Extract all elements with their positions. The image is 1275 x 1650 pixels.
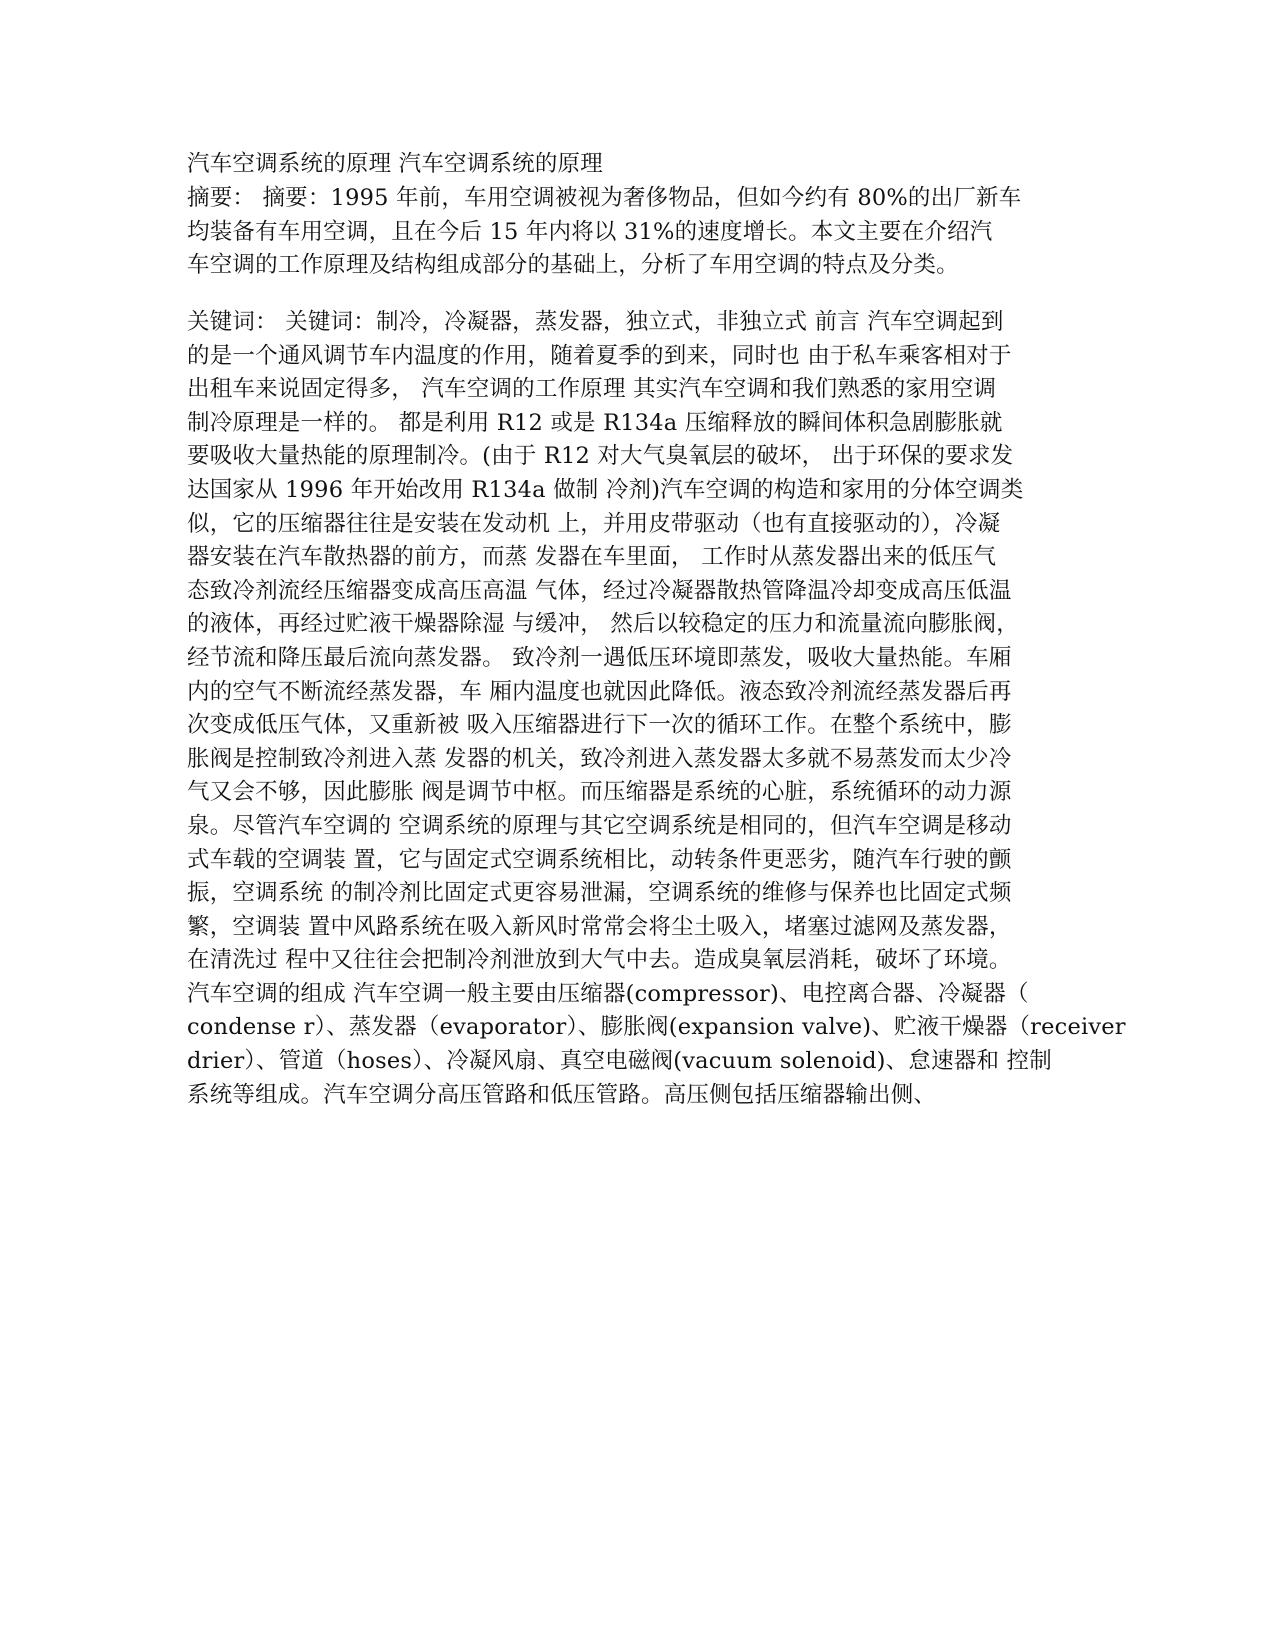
abstract-line: 摘要： 摘要：1995 年前，车用空调被视为奢侈物品，但如今约有 80%的出厂新车 [187,185,1022,211]
body-line: 器安装在汽车散热器的前方，而蒸 发器在车里面， 工作时从蒸发器出来的低压气 [187,544,997,571]
body-line: 制冷原理是一样的。 都是利用 R12 或是 R134a 压缩释放的瞬间体积急剧膨胀就 [187,409,1003,436]
body-line: 态致冷剂流经压缩器变成高压高温 气体，经过冷凝器散热管降温冷却变成高压低温 [187,577,1012,604]
body-line: drier）、管道（hoses）、冷凝风扇、真空电磁阀(vacuum solenoid)、怠速器和 控制 [187,1048,1052,1075]
body-line: 在清洗过 程中又往往会把制冷剂泄放到大气中去。造成臭氧层消耗，破坏了环境。 [187,947,1012,974]
body-paragraph [187,306,1126,1112]
body-line: 达国家从 1996 年开始改用 R134a 做制 冷剂)汽车空调的构造和家用的分体空调类 [187,476,1024,503]
body-line: 的液体，再经过贮液干燥器除湿 与缓冲， 然后以较稳定的压力和流量流向膨胀阀， [187,611,1019,638]
abstract-line: 车空调的工作原理及结构组成部分的基础上，分析了车用空调的特点及分类。 [187,252,959,279]
body-line: 出租车来说固定得多， 汽车空调的工作原理 其实汽车空调和我们熟悉的家用空调 [187,376,997,403]
body-line: 的是一个通风调节车内温度的作用，随着夏季的到来，同时也 由于私车乘客相对于 [187,342,1012,369]
abstract-line: 均装备有车用空调，且在今后 15 年内将以 31%的速度增长。本文主要在介绍汽 [187,218,993,245]
body-line: 经节流和降压最后流向蒸发器。 致冷剂一遇低压环境即蒸发，吸收大量热能。车厢 [187,644,1012,671]
body-line: 式车载的空调装 置，它与固定式空调系统相比，动转条件更恶劣，随汽车行驶的颤 [187,846,1012,873]
body-line: 气又会不够，因此膨胀 阀是调节中枢。而压缩器是系统的心脏，系统循环的动力源 [187,779,1012,806]
body-line: 系统等组成。汽车空调分高压管路和低压管路。高压侧包括压缩器输出侧、 [187,1081,937,1108]
body-line: condense r）、蒸发器（evaporator）、膨胀阀(expansion valve)、贮液干燥器（receiver [187,1014,1126,1041]
body-line: 振，空调系统 的制冷剂比固定式更容易泄漏，空调系统的维修与保养也比固定式频 [187,880,1012,907]
body-line: 汽车空调的组成 汽车空调一般主要由压缩器(compressor)、电控离合器、冷凝器（ [187,980,1029,1007]
body-line: 要吸收大量热能的原理制冷。(由于 R12 对大气臭氧层的破坏， 出于环保的要求发 [187,443,1014,470]
body-line: 关键词： 关键词：制冷，冷凝器，蒸发器，独立式，非独立式 前言 汽车空调起到 [187,309,1004,335]
abstract-paragraph [187,182,1087,283]
body-line: 次变成低压气体，又重新被 吸入压缩器进行下一次的循环工作。在整个系统中，膨 [187,712,1012,739]
title-line: 汽车空调系统的原理 汽车空调系统的原理 [187,151,603,177]
body-line: 泉。尽管汽车空调的 空调系统的原理与其它空调系统是相同的，但汽车空调是移动 [187,812,1012,839]
body-line: 内的空气不断流经蒸发器，车 厢内温度也就因此降低。液态致冷剂流经蒸发器后再 [187,678,1012,705]
body-line: 似，它的压缩器往往是安装在发动机 上，并用皮带驱动（也有直接驱动的），冷凝 [187,510,1001,537]
body-line: 胀阀是控制致冷剂进入蒸 发器的机关，致冷剂进入蒸发器太多就不易蒸发而太少冷 [187,745,1012,772]
body-line: 繁，空调装 置中风路系统在吸入新风时常常会将尘土吸入，堵塞过滤网及蒸发器， [187,913,1012,940]
document-title [187,148,1087,182]
